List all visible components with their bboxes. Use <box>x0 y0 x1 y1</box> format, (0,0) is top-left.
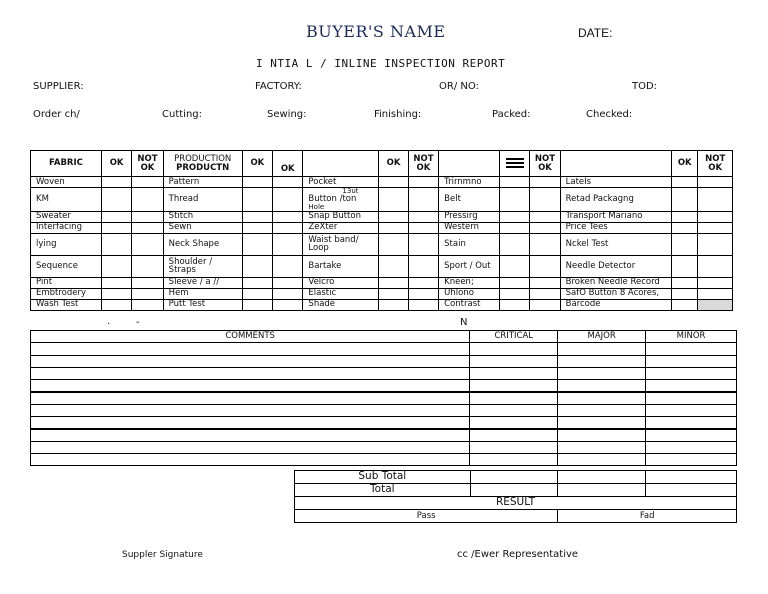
comment-cell[interactable] <box>31 404 470 416</box>
comment-row <box>31 429 737 441</box>
ok-checkbox-cell[interactable] <box>101 299 131 310</box>
checklist-item-label: Price Tees <box>560 222 671 233</box>
checklist-item-label: Shade <box>303 299 379 310</box>
not-ok-checkbox-cell[interactable] <box>408 288 438 299</box>
not-ok-checkbox-cell[interactable] <box>132 188 163 212</box>
comment-row <box>31 367 737 379</box>
not-ok-checkbox-cell[interactable] <box>132 211 163 222</box>
checklist-row <box>31 233 733 255</box>
ok-checkbox-cell[interactable] <box>379 277 408 288</box>
ok-checkbox-cell[interactable] <box>499 288 529 299</box>
not-ok-checkbox-cell[interactable] <box>698 222 733 233</box>
comment-cell[interactable] <box>31 453 470 465</box>
checklist-item-label: Nckel Test <box>560 233 671 255</box>
checklist-item-label: Stain <box>439 233 500 255</box>
not-ok-header: NOT OK <box>698 151 733 177</box>
total-minor[interactable] <box>646 484 737 497</box>
minor-cell[interactable] <box>646 392 737 404</box>
not-ok-checkbox-cell[interactable] <box>698 277 733 288</box>
not-ok-header: NOT OK <box>132 151 163 177</box>
checklist-item-label: Putt Test <box>163 299 242 310</box>
ok-checkbox-cell[interactable] <box>101 255 131 277</box>
not-ok-checkbox-cell[interactable] <box>273 288 303 299</box>
not-ok-checkbox-cell[interactable] <box>530 288 560 299</box>
major-cell[interactable] <box>558 404 646 416</box>
comment-row <box>31 404 737 416</box>
minor-cell[interactable] <box>646 429 737 441</box>
ok-checkbox-cell[interactable] <box>242 211 272 222</box>
minor-cell[interactable] <box>646 441 737 453</box>
not-ok-checkbox-cell[interactable] <box>273 211 303 222</box>
minor-cell[interactable] <box>646 343 737 355</box>
not-ok-checkbox-cell[interactable] <box>132 288 163 299</box>
comment-row <box>31 343 737 355</box>
checklist-item-label: Belt <box>439 188 500 212</box>
checklist-row <box>31 255 733 277</box>
ok-checkbox-cell[interactable] <box>672 188 698 212</box>
not-ok-checkbox-cell[interactable] <box>530 277 560 288</box>
ok-checkbox-cell[interactable] <box>379 299 408 310</box>
checklist-item-label: Bartake <box>303 255 379 277</box>
checklist-item-label: Sewn <box>163 222 242 233</box>
checklist-item-label: Shoulder / Straps <box>163 255 242 277</box>
ok-checkbox-cell[interactable] <box>499 211 529 222</box>
comment-cell[interactable] <box>31 380 470 392</box>
result-label: RESULT <box>295 497 737 510</box>
not-ok-checkbox-cell[interactable] <box>698 177 733 188</box>
checklist-item-label: Pattern <box>163 177 242 188</box>
packed-label: Packed: <box>492 109 531 120</box>
stray-dot: . <box>107 316 111 327</box>
checklist-item-label: Uhlono <box>439 288 500 299</box>
major-cell[interactable] <box>558 380 646 392</box>
critical-cell[interactable] <box>470 429 558 441</box>
ok-checkbox-cell[interactable] <box>379 211 408 222</box>
not-ok-checkbox-cell[interactable] <box>408 222 438 233</box>
empty-header <box>303 151 379 177</box>
tod-label: TOD: <box>632 81 658 92</box>
total-label: Total <box>295 484 471 497</box>
comment-cell[interactable] <box>31 343 470 355</box>
checklist-item-label: Snap Button <box>303 211 379 222</box>
ok-checkbox-cell[interactable] <box>499 177 529 188</box>
major-cell[interactable] <box>558 429 646 441</box>
ok-checkbox-cell[interactable] <box>379 222 408 233</box>
comment-cell[interactable] <box>31 392 470 404</box>
order-label: Order ch/ <box>33 109 80 120</box>
totals-table <box>294 470 737 523</box>
checklist-header-row <box>31 151 733 177</box>
checklist-item-label: Hem <box>163 288 242 299</box>
checklist-item-label: Velcro <box>303 277 379 288</box>
checklist-item-label: Waist band/ Loop <box>303 233 379 255</box>
ok-checkbox-cell[interactable] <box>379 288 408 299</box>
sub-total-major[interactable] <box>558 471 646 484</box>
comment-row <box>31 392 737 404</box>
not-ok-checkbox-cell[interactable] <box>530 255 560 277</box>
not-ok-checkbox-cell[interactable] <box>273 277 303 288</box>
ok-checkbox-cell[interactable] <box>379 255 408 277</box>
comment-row <box>31 355 737 367</box>
ok-checkbox-cell[interactable] <box>379 233 408 255</box>
minor-cell[interactable] <box>646 453 737 465</box>
checklist-item-label: Contrast <box>439 299 500 310</box>
ok-header: OK <box>242 151 272 177</box>
report-title: I NTIA L / INLINE INSPECTION REPORT <box>256 57 506 70</box>
three-bars-icon <box>499 151 529 177</box>
not-ok-checkbox-cell[interactable] <box>530 211 560 222</box>
comment-row <box>31 417 737 429</box>
ok-checkbox-cell[interactable] <box>242 233 272 255</box>
ok-checkbox-cell[interactable] <box>242 177 272 188</box>
not-ok-checkbox-cell[interactable] <box>132 299 163 310</box>
minor-header: MINOR <box>646 331 737 343</box>
checklist-item-label: Sweater <box>31 211 102 222</box>
ok-header: OK <box>273 151 303 177</box>
finishing-label: Finishing: <box>374 109 422 120</box>
ok-checkbox-cell[interactable] <box>242 188 272 212</box>
comment-cell[interactable] <box>31 429 470 441</box>
critical-cell[interactable] <box>470 367 558 379</box>
comments-header: COMMENTS <box>31 331 470 343</box>
checklist-row <box>31 288 733 299</box>
ok-checkbox-cell[interactable] <box>672 233 698 255</box>
comment-row <box>31 453 737 465</box>
not-ok-checkbox-cell[interactable] <box>530 299 560 310</box>
ok-checkbox-cell[interactable] <box>101 222 131 233</box>
checklist-item-label: Broken Needle Record <box>560 277 671 288</box>
not-ok-checkbox-cell[interactable] <box>408 277 438 288</box>
ok-checkbox-cell[interactable] <box>101 188 131 212</box>
empty-header <box>439 151 500 177</box>
checklist-item-label: Sport / Out <box>439 255 500 277</box>
ok-checkbox-cell[interactable] <box>672 277 698 288</box>
checklist-item-label: Transport Mariano <box>560 211 671 222</box>
ok-checkbox-cell[interactable] <box>499 255 529 277</box>
critical-cell[interactable] <box>470 355 558 367</box>
not-ok-checkbox-cell[interactable] <box>273 255 303 277</box>
major-cell[interactable] <box>558 367 646 379</box>
checklist-item-label: Needle Detector <box>560 255 671 277</box>
fail-option[interactable]: Fad <box>558 510 737 523</box>
ok-checkbox-cell[interactable] <box>499 299 529 310</box>
major-header: MAJOR <box>558 331 646 343</box>
comment-row <box>31 380 737 392</box>
ok-checkbox-cell[interactable] <box>672 222 698 233</box>
total-major[interactable] <box>558 484 646 497</box>
checklist-item-label: Embtrodery <box>31 288 102 299</box>
critical-header: CRITICAL <box>470 331 558 343</box>
not-ok-header: NOT OK <box>530 151 560 177</box>
ok-checkbox-cell[interactable] <box>242 288 272 299</box>
ok-checkbox-cell[interactable] <box>672 211 698 222</box>
sewing-label: Sewing: <box>267 109 307 120</box>
minor-cell[interactable] <box>646 380 737 392</box>
not-ok-checkbox-cell[interactable] <box>132 233 163 255</box>
checklist-row <box>31 299 733 310</box>
not-ok-checkbox-cell[interactable] <box>408 255 438 277</box>
ok-header: OK <box>101 151 131 177</box>
comment-cell[interactable] <box>31 367 470 379</box>
checklist-item-label: Wash Test <box>31 299 102 310</box>
not-ok-checkbox-cell[interactable] <box>273 188 303 212</box>
minor-cell[interactable] <box>646 367 737 379</box>
not-ok-checkbox-cell[interactable] <box>698 188 733 212</box>
checklist-item-label: 13ut Button /ton Hole <box>303 188 379 212</box>
checklist-item-label: ZeXter <box>303 222 379 233</box>
checklist-item-label: Elastic <box>303 288 379 299</box>
inspection-checklist-table <box>30 150 733 311</box>
checklist-item-label: Woven <box>31 177 102 188</box>
checklist-row <box>31 211 733 222</box>
order-number-label: OR/ NO: <box>439 81 479 92</box>
buyer-name-title: BUYER'S NAME <box>306 22 446 41</box>
not-ok-checkbox-cell[interactable] <box>273 233 303 255</box>
stray-dash: - <box>136 317 140 328</box>
checklist-item-label: Sequence <box>31 255 102 277</box>
ok-checkbox-cell[interactable] <box>242 299 272 310</box>
checklist-item-label: KM <box>31 188 102 212</box>
ok-header: OK <box>672 151 698 177</box>
stray-n: N <box>460 317 468 328</box>
not-ok-checkbox-cell[interactable] <box>530 188 560 212</box>
not-ok-checkbox-cell[interactable] <box>698 211 733 222</box>
not-ok-checkbox-cell[interactable] <box>132 222 163 233</box>
not-ok-checkbox-cell[interactable] <box>273 299 303 310</box>
checklist-item-label: Retad Packagng <box>560 188 671 212</box>
not-ok-checkbox-cell[interactable] <box>698 233 733 255</box>
comments-header-row <box>31 331 737 343</box>
ok-checkbox-cell[interactable] <box>499 222 529 233</box>
not-ok-checkbox-cell[interactable] <box>530 177 560 188</box>
pass-option[interactable]: Pass <box>295 510 558 523</box>
checklist-item-label: Pressirg <box>439 211 500 222</box>
major-cell[interactable] <box>558 453 646 465</box>
checklist-item-label: Pocket <box>303 177 379 188</box>
checklist-item-label: Trirnmno <box>439 177 500 188</box>
ok-checkbox-cell[interactable] <box>101 288 131 299</box>
not-ok-header: NOT OK <box>408 151 438 177</box>
checklist-item-label: Kneen; <box>439 277 500 288</box>
not-ok-checkbox-cell[interactable] <box>273 177 303 188</box>
critical-cell[interactable] <box>470 343 558 355</box>
ok-checkbox-cell[interactable] <box>499 233 529 255</box>
major-cell[interactable] <box>558 343 646 355</box>
checklist-item-label: Interfacing <box>31 222 102 233</box>
minor-cell[interactable] <box>646 355 737 367</box>
date-label: DATE: <box>578 26 613 40</box>
critical-cell[interactable] <box>470 392 558 404</box>
checklist-item-label: SafO Button 8 Acores, <box>560 288 671 299</box>
major-cell[interactable] <box>558 441 646 453</box>
comment-row <box>31 441 737 453</box>
ok-checkbox-cell[interactable] <box>499 188 529 212</box>
ok-checkbox-cell[interactable] <box>672 288 698 299</box>
ok-checkbox-cell[interactable] <box>379 188 408 212</box>
not-ok-checkbox-cell[interactable] <box>273 222 303 233</box>
checklist-item-label: Pint <box>31 277 102 288</box>
ok-checkbox-cell[interactable] <box>101 233 131 255</box>
not-ok-checkbox-cell[interactable] <box>698 288 733 299</box>
ok-checkbox-cell[interactable] <box>499 277 529 288</box>
ok-checkbox-cell[interactable] <box>242 255 272 277</box>
ok-checkbox-cell[interactable] <box>101 177 131 188</box>
not-ok-checkbox-cell[interactable] <box>132 177 163 188</box>
ok-header: OK <box>379 151 408 177</box>
not-ok-checkbox-cell[interactable] <box>408 177 438 188</box>
not-ok-checkbox-cell[interactable] <box>530 233 560 255</box>
checklist-item-label: Stitch <box>163 211 242 222</box>
total-critical[interactable] <box>470 484 558 497</box>
checklist-row <box>31 222 733 233</box>
ok-checkbox-cell[interactable] <box>101 211 131 222</box>
ok-checkbox-cell[interactable] <box>242 222 272 233</box>
not-ok-checkbox-cell[interactable] <box>132 255 163 277</box>
checklist-item-label: Western <box>439 222 500 233</box>
fabric-header: FABRIC <box>31 151 102 177</box>
ok-checkbox-cell[interactable] <box>672 255 698 277</box>
not-ok-checkbox-cell[interactable] <box>408 233 438 255</box>
sub-total-label: Sub Total <box>295 471 471 484</box>
major-cell[interactable] <box>558 355 646 367</box>
production-header: PRODUCTION PRODUCTN <box>163 151 242 177</box>
comment-cell[interactable] <box>31 417 470 429</box>
checklist-item-label: Neck Shape <box>163 233 242 255</box>
checklist-item-label: lying <box>31 233 102 255</box>
factory-label: FACTORY: <box>255 81 302 92</box>
checklist-item-label: Thread <box>163 188 242 212</box>
sub-total-critical[interactable] <box>470 471 558 484</box>
ok-checkbox-cell[interactable] <box>379 177 408 188</box>
major-cell[interactable] <box>558 417 646 429</box>
representative-signature-label: cc /Ewer Representative <box>457 549 579 560</box>
critical-cell[interactable] <box>470 380 558 392</box>
minor-cell[interactable] <box>646 417 737 429</box>
cutting-label: Cutting: <box>162 109 202 120</box>
ok-checkbox-cell[interactable] <box>242 277 272 288</box>
not-ok-checkbox-cell[interactable] <box>408 299 438 310</box>
ok-checkbox-cell[interactable] <box>672 177 698 188</box>
critical-cell[interactable] <box>470 404 558 416</box>
critical-cell[interactable] <box>470 441 558 453</box>
checklist-row <box>31 277 733 288</box>
ok-checkbox-cell[interactable] <box>672 299 698 310</box>
ok-checkbox-cell[interactable] <box>101 277 131 288</box>
major-cell[interactable] <box>558 392 646 404</box>
not-ok-checkbox-cell[interactable] <box>408 211 438 222</box>
not-ok-checkbox-cell[interactable] <box>698 255 733 277</box>
critical-cell[interactable] <box>470 453 558 465</box>
checklist-item-label: Sleeve / a // <box>163 277 242 288</box>
checklist-item-label: LateIs <box>560 177 671 188</box>
critical-cell[interactable] <box>470 417 558 429</box>
not-ok-checkbox-cell[interactable] <box>698 299 733 310</box>
supplier-label: SUPPLIER: <box>33 81 84 92</box>
comment-cell[interactable] <box>31 441 470 453</box>
checklist-row <box>31 188 733 212</box>
checklist-row <box>31 177 733 188</box>
not-ok-checkbox-cell[interactable] <box>132 277 163 288</box>
not-ok-checkbox-cell[interactable] <box>530 222 560 233</box>
comment-cell[interactable] <box>31 355 470 367</box>
minor-cell[interactable] <box>646 404 737 416</box>
checked-label: Checked: <box>586 109 633 120</box>
not-ok-checkbox-cell[interactable] <box>408 188 438 212</box>
checklist-item-label: Barcode <box>560 299 671 310</box>
supplier-signature-label: Suppler Signature <box>122 550 203 560</box>
empty-header <box>560 151 671 177</box>
sub-total-minor[interactable] <box>646 471 737 484</box>
comments-table <box>30 330 737 466</box>
